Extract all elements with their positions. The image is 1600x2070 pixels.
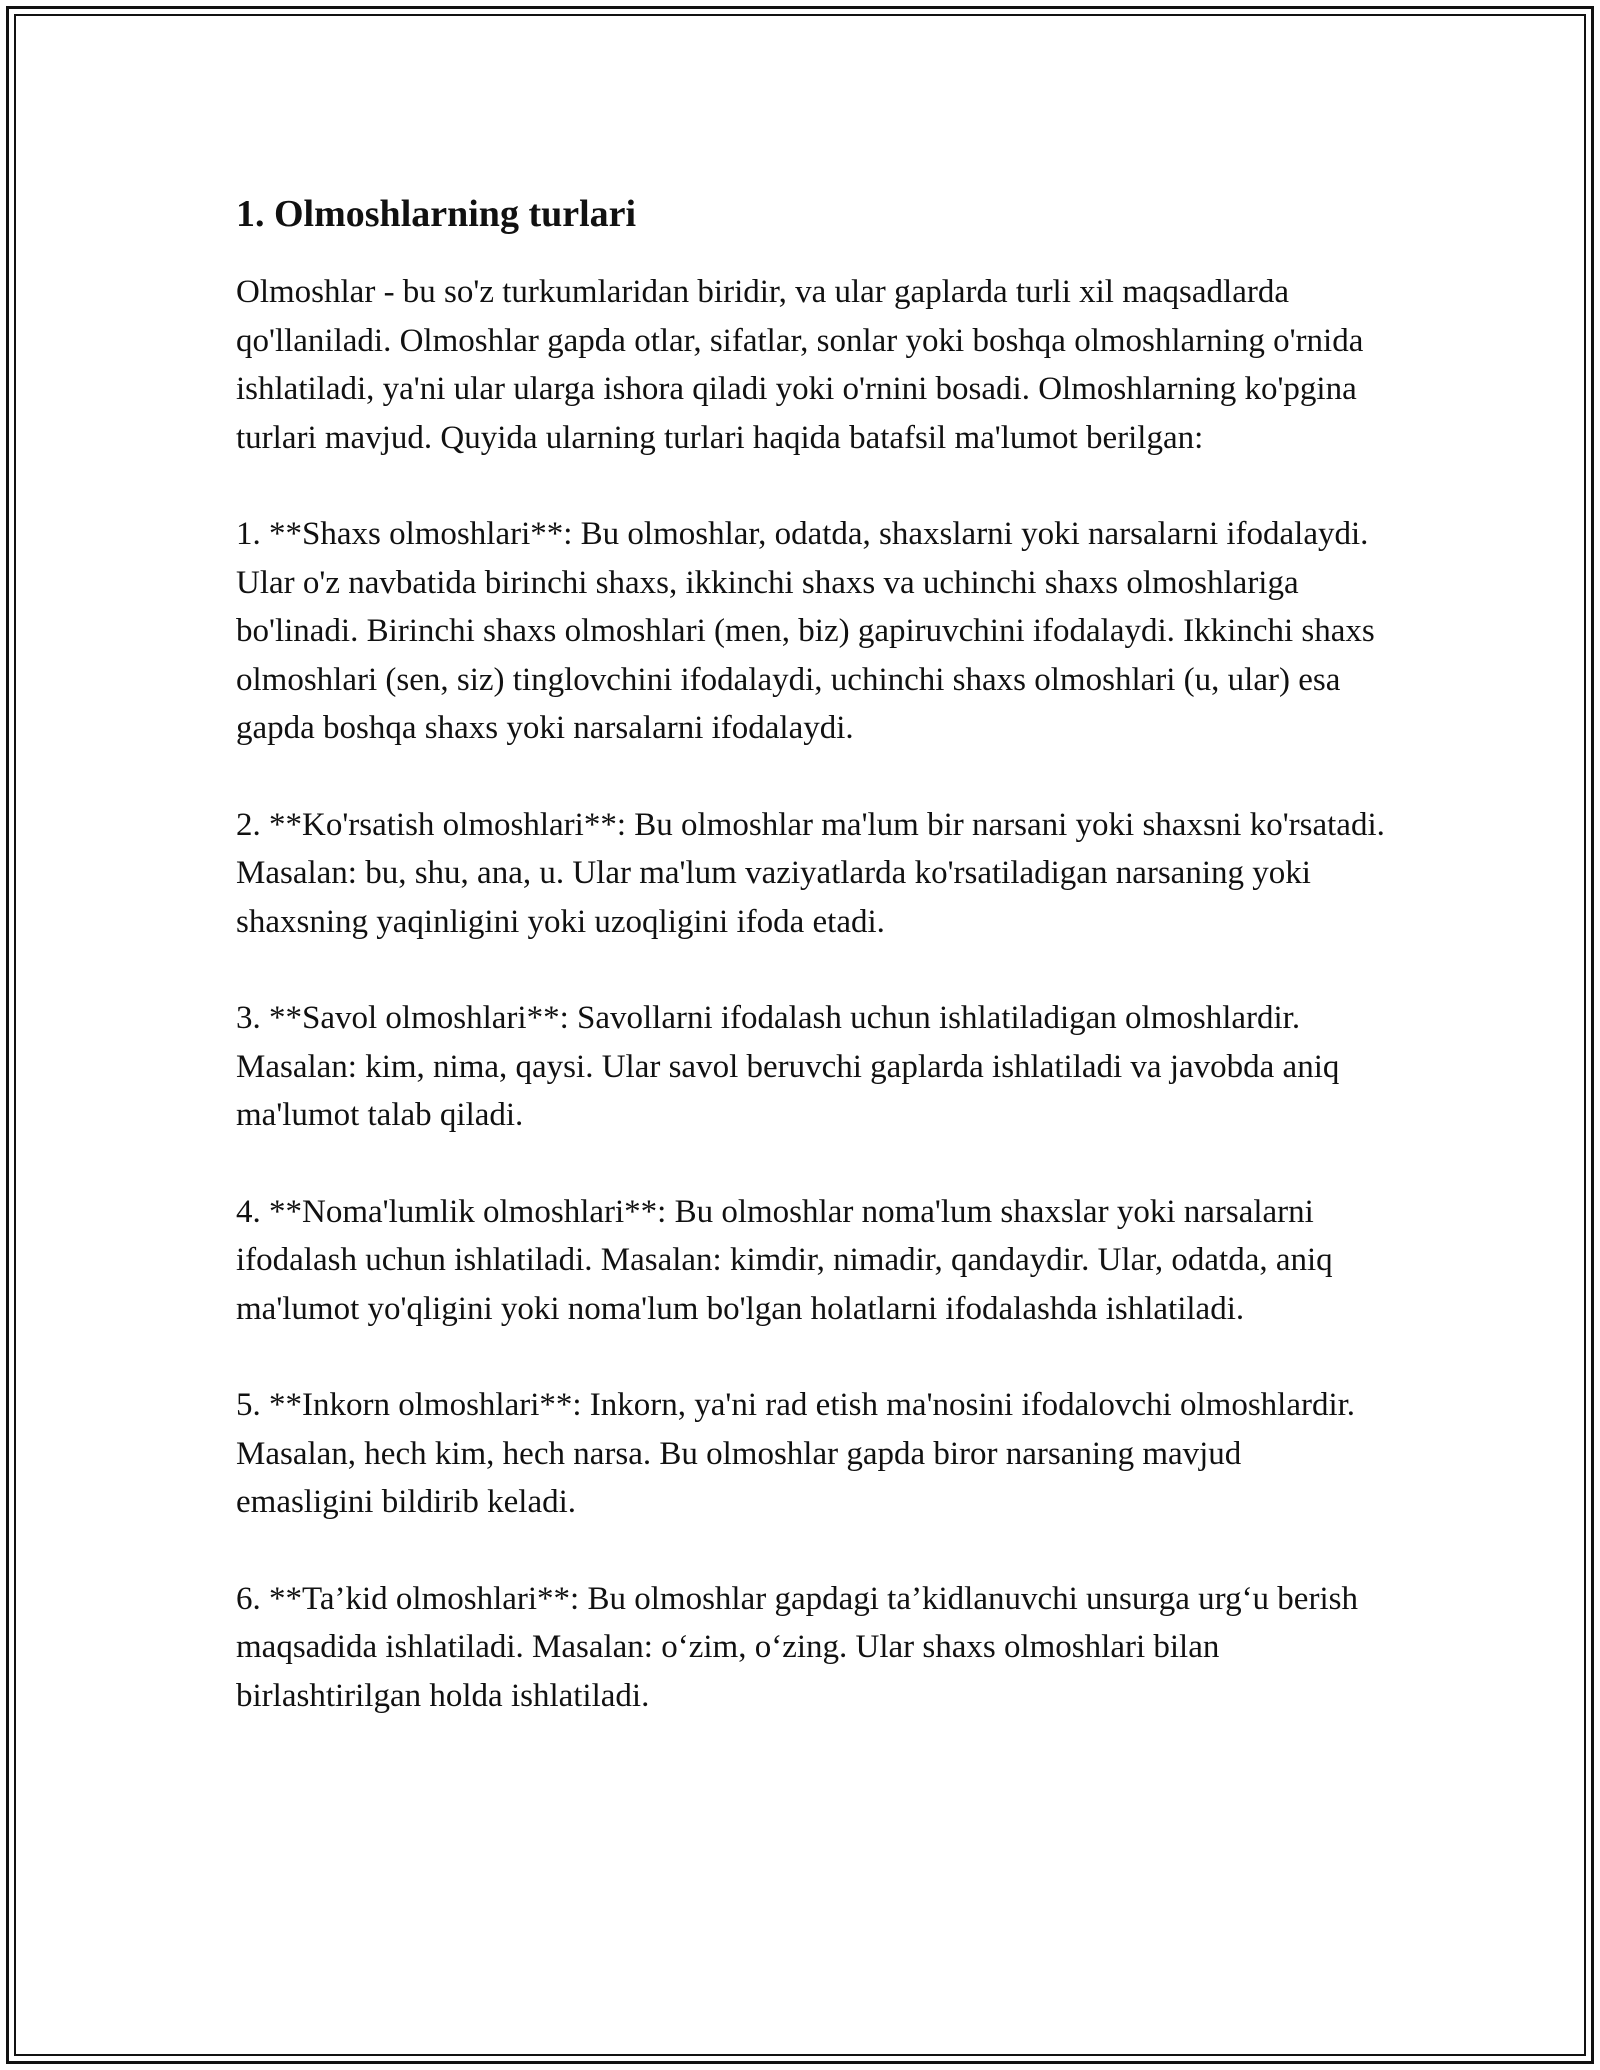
list-item-personal-pronouns: 1. **Shaxs olmoshlari**: Bu olmoshlar, odatda, shaxslarni yoki narsalarni ifodalaydi. Ular o'z navbatida birinchi shaxs, ikkinchi shaxs va uchinchi shaxs olmoshlariga bo'linadi. Birinchi shaxs olmoshlari (men, biz) gapiruvchini ifodalaydi. Ikkinchi shaxs olmoshlari (sen, siz) tinglovchini ifodalaydi, uchinchi shaxs olmoshlari (u, ular) esa gapda boshqa shaxs yoki narsalarni ifodalaydi. [236,516,1375,746]
intro-paragraph: Olmoshlar - bu so'z turkumlaridan biridir, va ular gaplarda turli xil maqsadlarda qo'llaniladi. Olmoshlar gapda otlar, sifatlar, sonlar yoki boshqa olmoshlarning o'rnida ishlatiladi, ya'ni ular ularga ishora qiladi yoki o'rnini bosadi. Olmoshlarning ko'pgina turlari mavjud. Quyida ularning turlari haqida batafsil ma'lumot berilgan: [236,274,1364,456]
list-item-emphatic-pronouns: 6. **Ta’kid olmoshlari**: Bu olmoshlar gapdagi ta’kidlanuvchi unsurga urg‘u berish maqsadida ishlatiladi. Masalan: o‘zim, o‘zing. Ular shaxs olmoshlari bilan birlashtirilgan holda ishlatiladi. [236,1580,1358,1714]
list-item-demonstrative-pronouns: 2. **Ko'rsatish olmoshlari**: Bu olmoshlar ma'lum bir narsani yoki shaxsni ko'rsatadi. Masalan: bu, shu, ana, u. Ular ma'lum vaziyatlarda ko'rsatiladigan narsaning yoki shaxsning yaqinligini yoki uzoqligini ifoda etadi. [236,806,1385,940]
list-item-negative-pronouns: 5. **Inkorn olmoshlari**: Inkorn, ya'ni rad etish ma'nosini ifodalovchi olmoshlardir. Masalan, hech kim, hech narsa. Bu olmoshlar gapda biror narsaning mavjud emasligini bildirib keladi. [236,1387,1356,1520]
list-item-indefinite-pronouns: 4. **Noma'lumlik olmoshlari**: Bu olmoshlar noma'lum shaxslar yoki narsalarni ifodalash uchun ishlatiladi. Masalan: kimdir, nimadir, qandaydir. Ular, odatda, aniq ma'lumot yo'qligini yoki noma'lum bo'lgan holatlarni ifodalashda ishlatiladi. [236,1193,1333,1327]
section-heading: 1. Olmoshlarning turlari [236,193,637,235]
document-body [236,186,1386,1720]
list-item-interrogative-pronouns: 3. **Savol olmoshlari**: Savollarni ifodalash uchun ishlatiladigan olmoshlardir. Masalan: kim, nima, qaysi. Ular savol beruvchi gaplarda ishlatiladi va javobda aniq ma'lumot talab qiladi. [236,1000,1340,1133]
